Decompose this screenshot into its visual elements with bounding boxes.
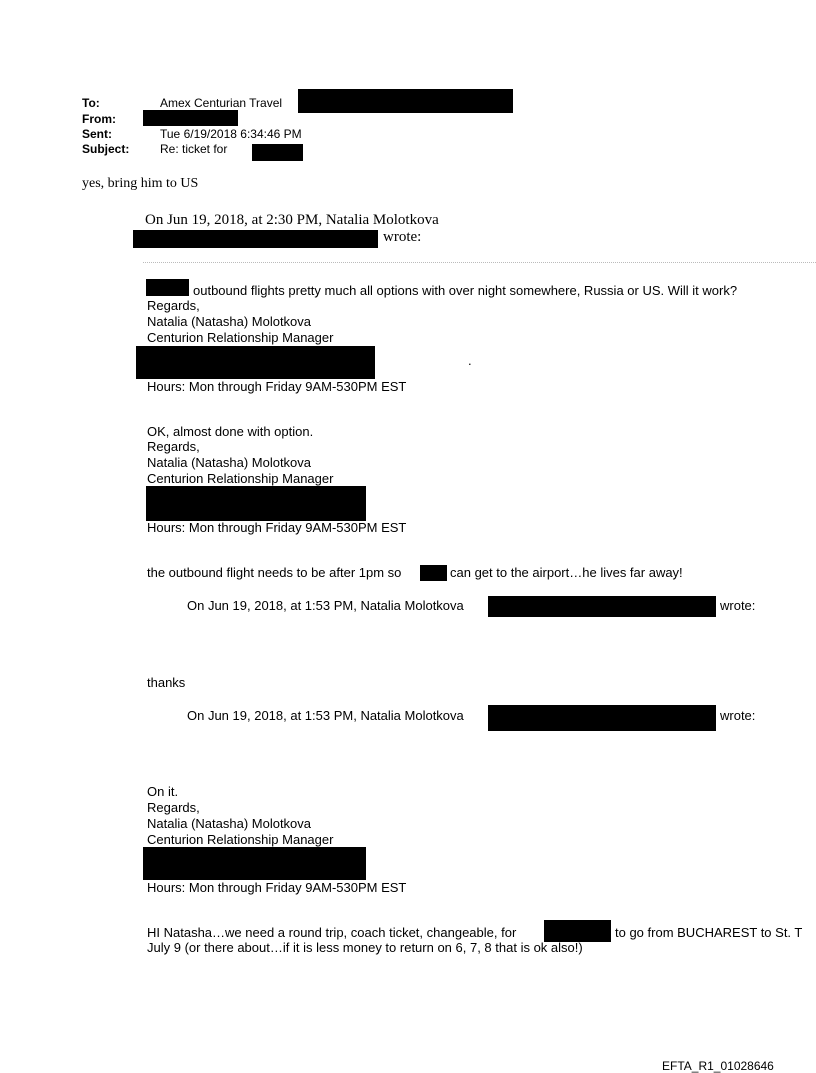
m1-dot: . bbox=[468, 353, 472, 368]
from-label: From: bbox=[82, 112, 116, 126]
m6-text-part1: HI Natasha…we need a round trip, coach ticket, changeable, for bbox=[147, 925, 517, 940]
m2-regards: Regards, bbox=[147, 439, 200, 454]
sent-label: Sent: bbox=[82, 127, 112, 141]
redaction-quote-email bbox=[133, 230, 378, 248]
redaction-quote-a-email bbox=[488, 596, 716, 617]
thanks-text: thanks bbox=[147, 675, 186, 690]
quote-line-b: On Jun 19, 2018, at 1:53 PM, Natalia Molotkova bbox=[187, 708, 464, 723]
m1-hours: Hours: Mon through Friday 9AM-530PM EST bbox=[147, 379, 407, 394]
redaction-from bbox=[143, 110, 238, 126]
redaction-m1-name bbox=[146, 279, 189, 296]
quote-intro-line1: On Jun 19, 2018, at 2:30 PM, Natalia Molotkova bbox=[145, 212, 439, 228]
m6-text-part2: to go from BUCHAREST to St. T bbox=[615, 925, 803, 940]
m5-regards: Regards, bbox=[147, 800, 200, 815]
reply-text: yes, bring him to US bbox=[82, 176, 199, 191]
subject-label: Subject: bbox=[82, 142, 130, 156]
m5-text: On it. bbox=[147, 784, 179, 799]
m1-text: outbound flights pretty much all options with over night somewhere, Russia or US. Will it work? bbox=[193, 283, 738, 298]
m3-text-part1: the outbound flight needs to be after 1pm so bbox=[147, 565, 402, 580]
sent-value: Tue 6/19/2018 6:34:46 PM bbox=[160, 127, 302, 141]
m2-signer-name: Natalia (Natasha) Molotkova bbox=[147, 455, 312, 470]
m2-text: OK, almost done with option. bbox=[147, 424, 314, 439]
m5-signer-title: Centurion Relationship Manager bbox=[147, 832, 334, 847]
m1-regards: Regards, bbox=[147, 298, 200, 313]
redaction-quote-b-email bbox=[488, 705, 716, 731]
redaction-subject bbox=[252, 144, 303, 161]
redaction-m2-contact bbox=[146, 486, 366, 521]
redaction-m5-contact bbox=[143, 847, 366, 880]
m6-text-line2: July 9 (or there about…if it is less money to return on 6, 7, 8 that is ok also!) bbox=[147, 940, 583, 955]
quote-intro-wrote: wrote: bbox=[383, 229, 422, 245]
subject-value: Re: ticket for bbox=[160, 142, 228, 156]
quote-line-a: On Jun 19, 2018, at 1:53 PM, Natalia Molotkova bbox=[187, 598, 464, 613]
m5-signer-name: Natalia (Natasha) Molotkova bbox=[147, 816, 312, 831]
redaction-to bbox=[298, 89, 513, 113]
m1-signer-title: Centurion Relationship Manager bbox=[147, 330, 334, 345]
to-value: Amex Centurian Travel bbox=[160, 96, 283, 110]
m5-hours: Hours: Mon through Friday 9AM-530PM EST bbox=[147, 880, 407, 895]
document-id: EFTA_R1_01028646 bbox=[662, 1059, 774, 1073]
quote-line-a-wrote: wrote: bbox=[720, 598, 756, 613]
m1-signer-name: Natalia (Natasha) Molotkova bbox=[147, 314, 312, 329]
m3-text-part2: can get to the airport…he lives far away! bbox=[450, 565, 683, 580]
quote-line-b-wrote: wrote: bbox=[720, 708, 756, 723]
redaction-m3-name bbox=[420, 565, 447, 581]
quote-divider bbox=[143, 262, 816, 263]
m2-hours: Hours: Mon through Friday 9AM-530PM EST bbox=[147, 520, 407, 535]
to-label: To: bbox=[82, 96, 100, 110]
redaction-m6-name bbox=[544, 920, 611, 942]
m2-signer-title: Centurion Relationship Manager bbox=[147, 471, 334, 486]
redaction-m1-contact bbox=[136, 346, 375, 379]
